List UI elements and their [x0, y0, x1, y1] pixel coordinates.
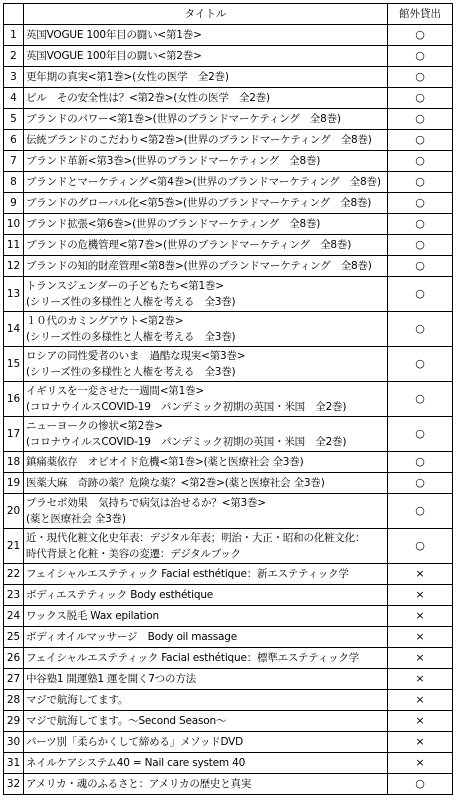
row-title: フェイシャルエステティック Facial esthétique：標準エステティック学 — [24, 648, 388, 669]
loan-status: ○ — [415, 357, 425, 370]
row-title: ブランドの危機管理<第7巻>(世界のブランドマーケティング 全8巻) — [24, 235, 388, 256]
row-number: 14 — [4, 312, 24, 347]
video-catalog-table — [3, 3, 453, 795]
row-title: アメリカ・魂のふるさと：アメリカの歴史と真実 — [24, 774, 388, 795]
row-title: 英国VOGUE 100年目の闘い<第1巻> — [24, 25, 388, 46]
loan-status: ○ — [415, 28, 425, 41]
row-title: ブランド拡張<第6巻>(世界のブランドマーケティング 全8巻) — [24, 214, 388, 235]
row-number: 1 — [4, 25, 24, 46]
row-title: ブランド革新<第3巻>(世界のブランドマーケティング 全8巻) — [24, 151, 388, 172]
table-row — [4, 214, 453, 235]
table-row — [4, 564, 453, 585]
row-number: 20 — [4, 494, 24, 529]
row-number: 13 — [4, 277, 24, 312]
loan-unavailable-mark — [388, 648, 453, 669]
row-number: 12 — [4, 256, 24, 277]
table-row — [4, 256, 453, 277]
row-number: 7 — [4, 151, 24, 172]
row-title: マジで航海してます。 — [24, 690, 388, 711]
row-number: 32 — [4, 774, 24, 795]
loan-status: ○ — [415, 91, 425, 104]
row-number: 4 — [4, 88, 24, 109]
table-row — [4, 109, 453, 130]
loan-unavailable-mark — [388, 690, 453, 711]
table-row — [4, 529, 453, 564]
loan-available-mark — [388, 312, 453, 347]
table-row — [4, 585, 453, 606]
loan-available-mark — [388, 46, 453, 67]
row-number: 19 — [4, 473, 24, 494]
row-number: 24 — [4, 606, 24, 627]
table-row — [4, 172, 453, 193]
loan-unavailable-mark — [388, 606, 453, 627]
table-row — [4, 88, 453, 109]
row-number: 22 — [4, 564, 24, 585]
table-row — [4, 627, 453, 648]
loan-available-mark — [388, 109, 453, 130]
row-number: 26 — [4, 648, 24, 669]
loan-status: ○ — [415, 287, 425, 300]
table-row — [4, 473, 453, 494]
table-row — [4, 193, 453, 214]
loan-status: ○ — [415, 217, 425, 230]
row-title: フェイシャルエステティック Facial esthétique：新エステティック学 — [24, 564, 388, 585]
loan-column-header: 館外貸出 — [388, 4, 453, 25]
table-row — [4, 347, 453, 382]
loan-unavailable-mark — [388, 669, 453, 690]
row-title: ブランドの知的財産管理<第8巻>(世界のブランドマーケティング 全8巻) — [24, 256, 388, 277]
loan-status: ○ — [415, 154, 425, 167]
row-title: ブランドのパワー<第1巻>(世界のブランドマーケティング 全8巻) — [24, 109, 388, 130]
loan-status: ○ — [415, 539, 425, 552]
table-row — [4, 417, 453, 452]
loan-unavailable-mark — [388, 564, 453, 585]
row-title: 近・現代化粧文化史年表：デジタル年表；明治・大正・昭和の化粧文化： 時代背景と化粧・美容の変遷：デジタルブック — [24, 529, 388, 564]
row-title: 英国VOGUE 100年目の闘い<第2巻> — [24, 46, 388, 67]
loan-available-mark — [388, 25, 453, 46]
row-title: ピル その安全性は？<第2巻>(女性の医学 全2巻) — [24, 88, 388, 109]
loan-status: × — [415, 588, 425, 601]
table-row — [4, 774, 453, 795]
loan-status: ○ — [415, 504, 425, 517]
row-number: 9 — [4, 193, 24, 214]
loan-unavailable-mark — [388, 711, 453, 732]
loan-status: ○ — [415, 196, 425, 209]
loan-status: × — [415, 651, 425, 664]
loan-available-mark — [388, 214, 453, 235]
row-title: マジで航海してます。～Second Season～ — [24, 711, 388, 732]
row-title: ボディエステティック Body esthétique — [24, 585, 388, 606]
row-number: 18 — [4, 452, 24, 473]
row-title: 更年期の真実<第1巻>(女性の医学 全2巻) — [24, 67, 388, 88]
row-title: パーツ別「柔らかくして締める」メソッドDVD — [24, 732, 388, 753]
loan-available-mark — [388, 256, 453, 277]
table-row — [4, 46, 453, 67]
row-title: ブランドとマーケティング<第4巻>(世界のブランドマーケティング 全8巻) — [24, 172, 388, 193]
row-number: 31 — [4, 753, 24, 774]
row-title: トランスジェンダーの子どもたち<第1巻> (シリーズ性の多様性と人権を考える 全3巻) — [24, 277, 388, 312]
loan-status: × — [415, 714, 425, 727]
loan-available-mark — [388, 494, 453, 529]
table-row — [4, 277, 453, 312]
row-number: 23 — [4, 585, 24, 606]
loan-status: ○ — [415, 455, 425, 468]
loan-status: ○ — [415, 238, 425, 251]
table-row — [4, 312, 453, 347]
row-number: 10 — [4, 214, 24, 235]
loan-available-mark — [388, 417, 453, 452]
row-title: ネイルケアシステム40 = Nail care system 40 — [24, 753, 388, 774]
loan-available-mark — [388, 452, 453, 473]
table-row — [4, 690, 453, 711]
loan-available-mark — [388, 67, 453, 88]
row-number: 8 — [4, 172, 24, 193]
loan-status: × — [415, 693, 425, 706]
row-title: 中谷塾1 開運塾1 運を開く7つの方法 — [24, 669, 388, 690]
loan-available-mark — [388, 88, 453, 109]
row-number: 21 — [4, 529, 24, 564]
row-number: 17 — [4, 417, 24, 452]
loan-available-mark — [388, 235, 453, 256]
row-number: 28 — [4, 690, 24, 711]
row-number: 3 — [4, 67, 24, 88]
table-row — [4, 669, 453, 690]
loan-status: × — [415, 756, 425, 769]
loan-status: × — [415, 567, 425, 580]
row-number: 15 — [4, 347, 24, 382]
title-column-header: タイトル — [24, 4, 388, 25]
row-title: 医薬大麻 奇跡の薬？危険な薬？<第2巻>(薬と医療社会 全3巻) — [24, 473, 388, 494]
table-row — [4, 648, 453, 669]
row-title: １０代のカミングアウト<第2巻> (シリーズ性の多様性と人権を考える 全3巻) — [24, 312, 388, 347]
table-row — [4, 67, 453, 88]
loan-status: ○ — [415, 259, 425, 272]
loan-status: × — [415, 630, 425, 643]
table-body — [4, 25, 453, 795]
loan-available-mark — [388, 382, 453, 417]
loan-status: ○ — [415, 392, 425, 405]
loan-status: ○ — [415, 133, 425, 146]
table-row — [4, 494, 453, 529]
loan-status: ○ — [415, 49, 425, 62]
row-title: ワックス脱毛 Wax epilation — [24, 606, 388, 627]
table-row — [4, 606, 453, 627]
row-number: 25 — [4, 627, 24, 648]
loan-available-mark — [388, 347, 453, 382]
loan-available-mark — [388, 774, 453, 795]
table-row — [4, 151, 453, 172]
table-row — [4, 753, 453, 774]
row-number: 29 — [4, 711, 24, 732]
row-title: ボディオイルマッサージ Body oil massage — [24, 627, 388, 648]
header-row — [4, 4, 453, 25]
loan-status: ○ — [415, 70, 425, 83]
table-row — [4, 25, 453, 46]
loan-available-mark — [388, 193, 453, 214]
row-title: 伝統ブランドのこだわり<第2巻>(世界のブランドマーケティング 全8巻) — [24, 130, 388, 151]
loan-available-mark — [388, 529, 453, 564]
row-number: 6 — [4, 130, 24, 151]
loan-unavailable-mark — [388, 753, 453, 774]
number-column-header — [4, 4, 24, 25]
row-number: 30 — [4, 732, 24, 753]
row-number: 2 — [4, 46, 24, 67]
table-row — [4, 452, 453, 473]
row-number: 5 — [4, 109, 24, 130]
loan-available-mark — [388, 130, 453, 151]
row-number: 11 — [4, 235, 24, 256]
table-row — [4, 382, 453, 417]
loan-status: ○ — [415, 476, 425, 489]
loan-available-mark — [388, 473, 453, 494]
loan-unavailable-mark — [388, 585, 453, 606]
loan-status: ○ — [415, 777, 425, 790]
row-title: ニューヨークの惨状<第2巻> (コロナウイルスCOVID-19 パンデミック初期の英国・米国 全2巻) — [24, 417, 388, 452]
row-title: ブランドのグローバル化<第5巻>(世界のブランドマーケティング 全8巻) — [24, 193, 388, 214]
loan-status: ○ — [415, 175, 425, 188]
row-title: イギリスを一変させた一週間<第1巻> (コロナウイルスCOVID-19 パンデミック初期の英国・米国 全2巻) — [24, 382, 388, 417]
loan-available-mark — [388, 151, 453, 172]
loan-status: ○ — [415, 322, 425, 335]
catalog-table-wrapper — [3, 3, 453, 795]
row-number: 16 — [4, 382, 24, 417]
row-title: ロシアの同性愛者のいま 過酷な現実<第3巻> (シリーズ性の多様性と人権を考える 全3巻) — [24, 347, 388, 382]
row-title: プラセボ効果 気持ちで病気は治せるか？<第3巻> (薬と医療社会 全3巻) — [24, 494, 388, 529]
loan-status: × — [415, 672, 425, 685]
loan-status: × — [415, 735, 425, 748]
table-row — [4, 235, 453, 256]
loan-available-mark — [388, 277, 453, 312]
table-row — [4, 732, 453, 753]
loan-unavailable-mark — [388, 732, 453, 753]
row-number: 27 — [4, 669, 24, 690]
loan-status: ○ — [415, 112, 425, 125]
loan-status: ○ — [415, 427, 425, 440]
row-title: 鎮痛薬依存 オピオイド危機<第1巻>(薬と医療社会 全3巻) — [24, 452, 388, 473]
loan-status: × — [415, 609, 425, 622]
loan-available-mark — [388, 172, 453, 193]
table-row — [4, 711, 453, 732]
table-row — [4, 130, 453, 151]
loan-unavailable-mark — [388, 627, 453, 648]
